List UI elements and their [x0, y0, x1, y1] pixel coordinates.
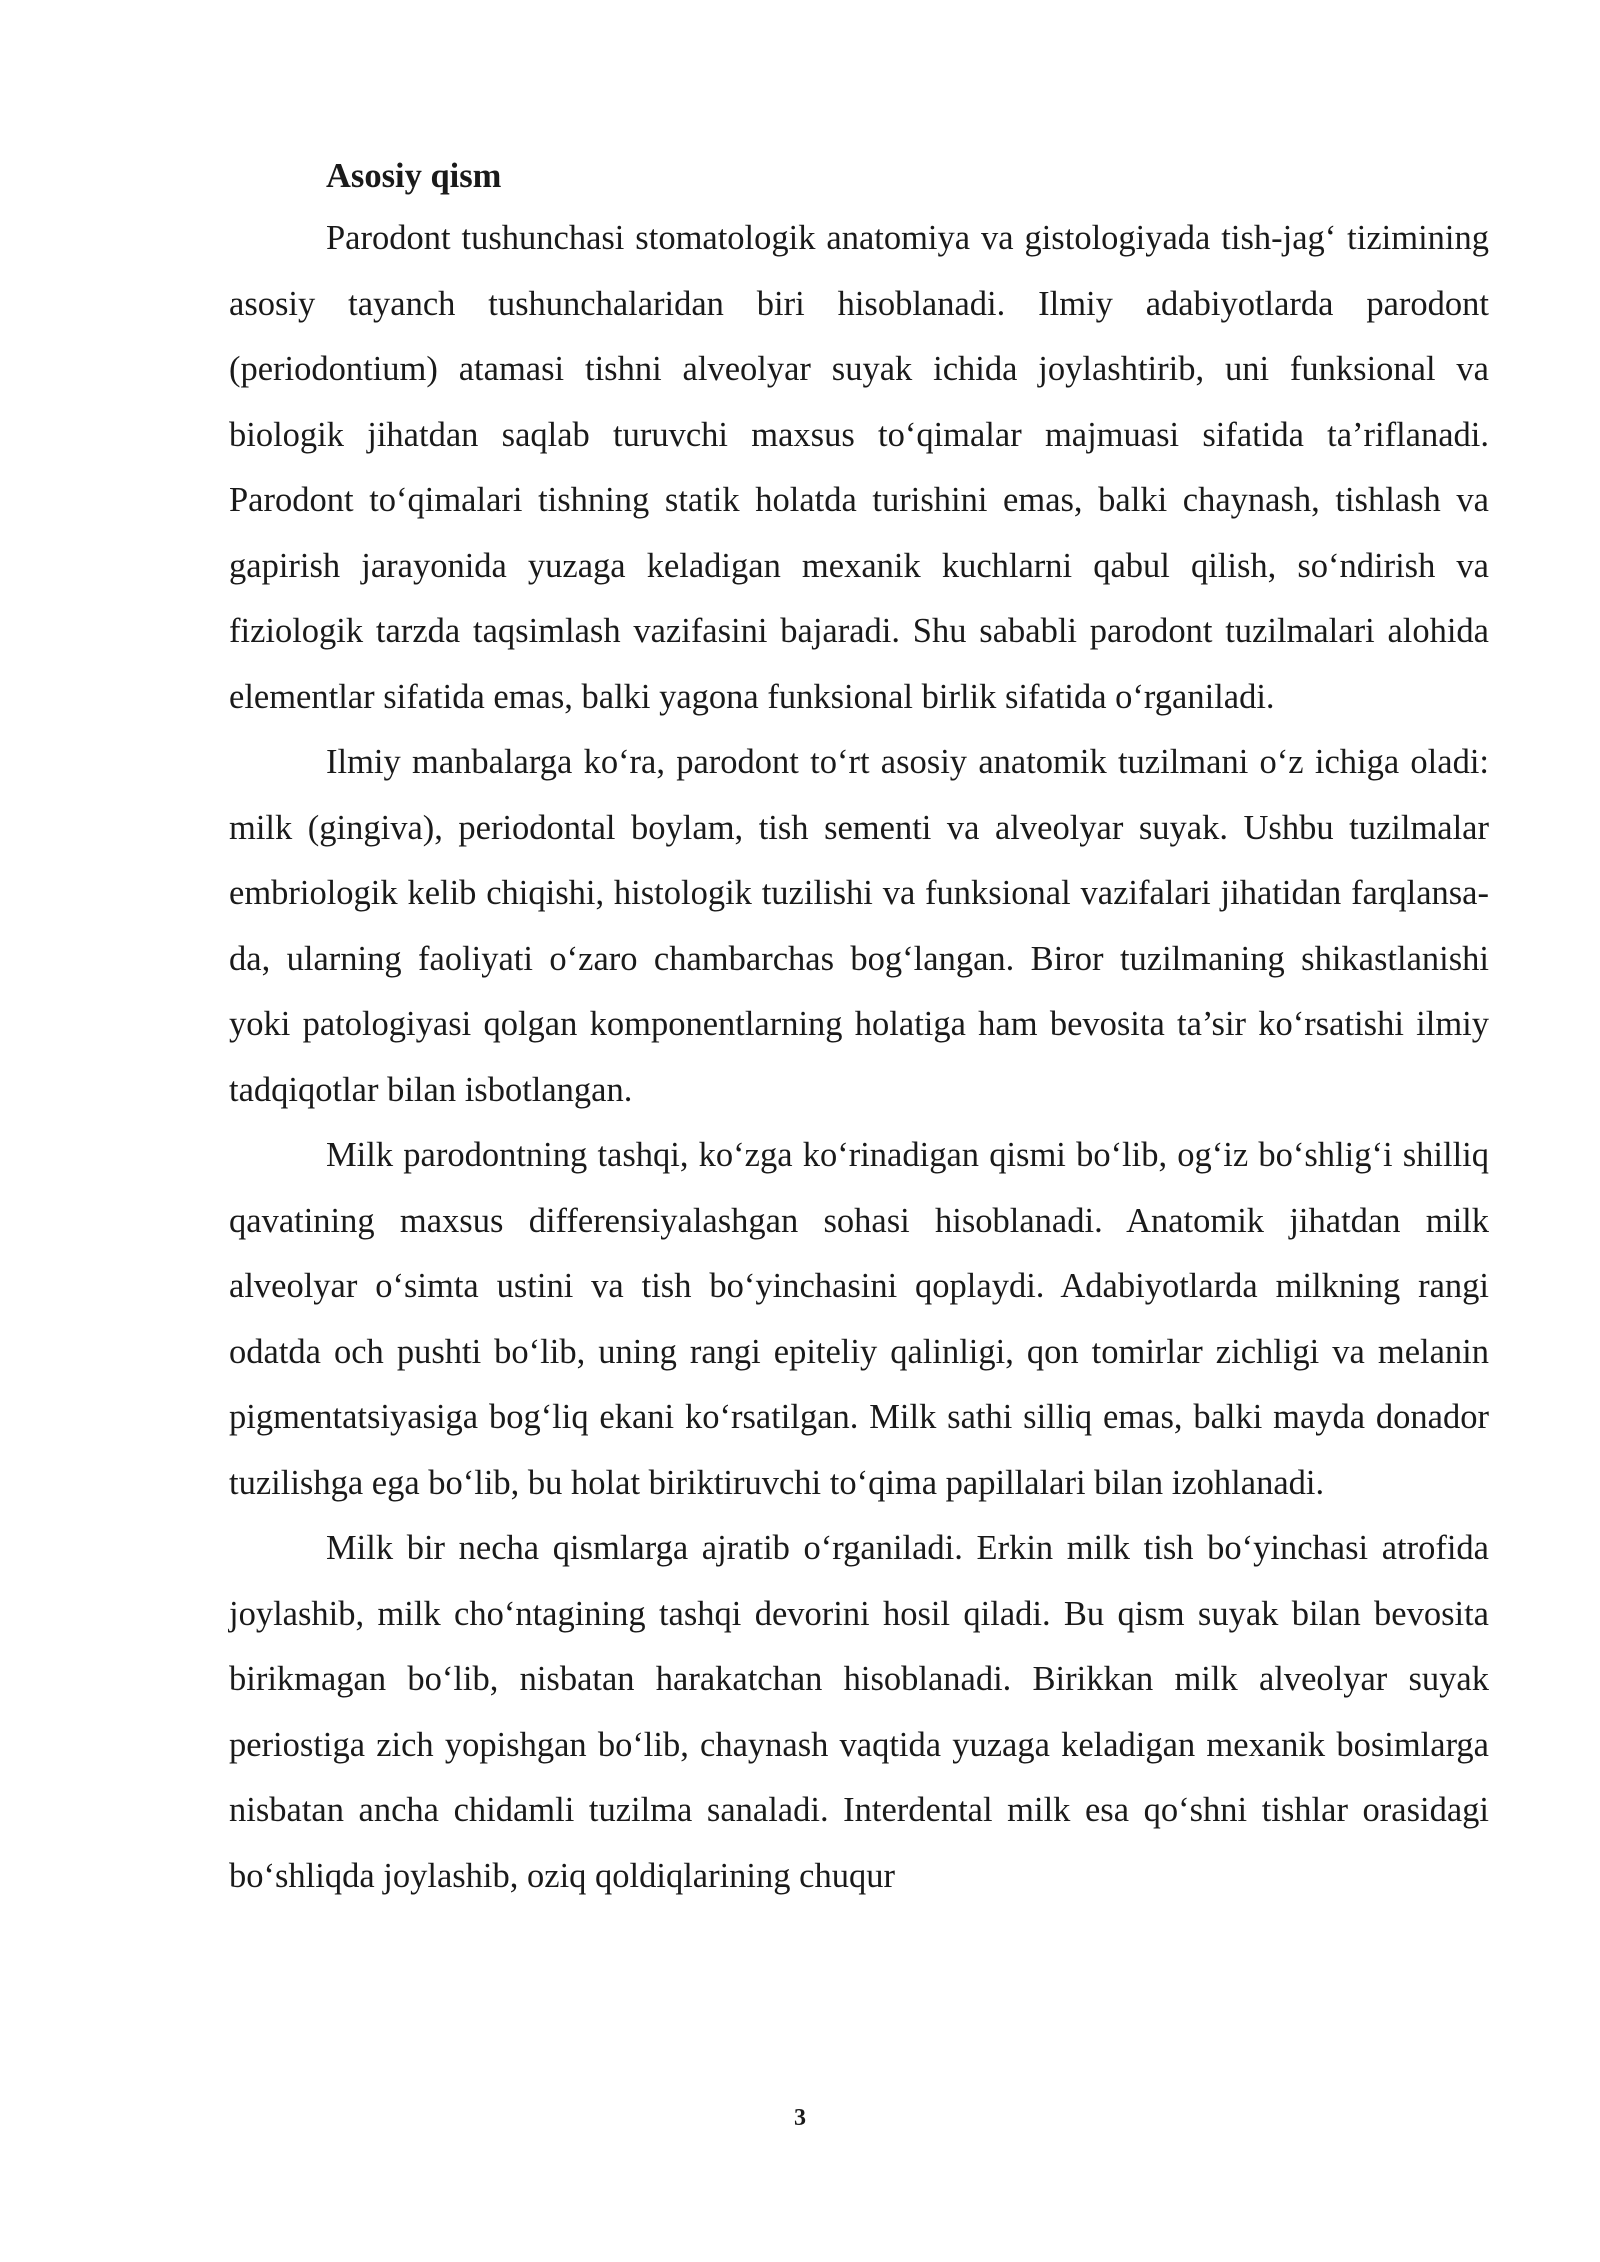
paragraph-4: Milk bir necha qismlarga ajratib o‘rganiladi. Erkin milk tish bo‘yinchasi atrofida joylashib, milk cho‘ntagining tashqi devorini hosil qiladi. Bu qism suyak bilan bevosita birikmagan bo‘lib, nisbatan harakatchan hisoblanadi. Birikkan milk alveolyar suyak periostiga zich yopishgan bo‘lib, chaynash vaqtida yuzaga keladigan mexanik bosimlarga nisbatan ancha chidamli tuzilma sanaladi. Interdental milk esa qo‘shni tishlar orasidagi bo‘shliqda joylashib, oziq qoldiqlarining chuqur: [229, 1529, 1489, 1895]
document-body: [229, 146, 1489, 1909]
page-number: 3: [794, 2105, 806, 2131]
section-heading: Asosiy qism: [326, 157, 502, 195]
paragraph-1: Parodont tushunchasi stomatologik anatomiya va gistologiyada tish-jag‘ tizimining asosiy tayanch tushunchalaridan biri hisoblanadi. Ilmiy adabiyotlarda parodont (periodontium) atamasi tishni alveolyar suyak ichida joylashtirib, uni funksional va biologik jihatdan saqlab turuvchi maxsus to‘qimalar majmuasi sifatida ta’riflanadi. Parodont to‘qimalari tishning statik holatda turishini emas, balki chaynash, tishlash va gapirish jarayonida yuzaga keladigan mexanik kuchlarni qabul qilish, so‘ndirish va fiziologik tarzda taqsimlash vazifasini bajaradi. Shu sababli parodont tuzilmalari alohida elementlar sifatida emas, balki yagona funksional birlik sifatida o‘rganiladi.: [229, 219, 1489, 716]
paragraph-2: Ilmiy manbalarga ko‘ra, parodont to‘rt asosiy anatomik tuzilmani o‘z ichiga oladi: milk (gingiva), periodontal boylam, tish sementi va alveolyar suyak. Ushbu tuzilmalar embriologik kelib chiqishi, histologik tuzilishi va funksional vazifalari jihatidan farqlansa-da, ularning faoliyati o‘zaro chambarchas bog‘langan. Biror tuzilmaning shikastlanishi yoki patologiyasi qolgan komponentlarning holatiga ham bevosita ta’sir ko‘rsatishi ilmiy tadqiqotlar bilan isbotlangan.: [229, 743, 1489, 1109]
paragraph-3: Milk parodontning tashqi, ko‘zga ko‘rinadigan qismi bo‘lib, og‘iz bo‘shlig‘i shilliq qavatining maxsus differensiyalashgan sohasi hisoblanadi. Anatomik jihatdan milk alveolyar o‘simta ustini va tish bo‘yinchasini qoplaydi. Adabiyotlarda milkning rangi odatda och pushti bo‘lib, uning rangi epiteliy qalinligi, qon tomirlar zichligi va melanin pigmentatsiyasiga bog‘liq ekani ko‘rsatilgan. Milk sathi silliq emas, balki mayda donador tuzilishga ega bo‘lib, bu holat biriktiruvchi to‘qima papillalari bilan izohlanadi.: [229, 1136, 1489, 1502]
